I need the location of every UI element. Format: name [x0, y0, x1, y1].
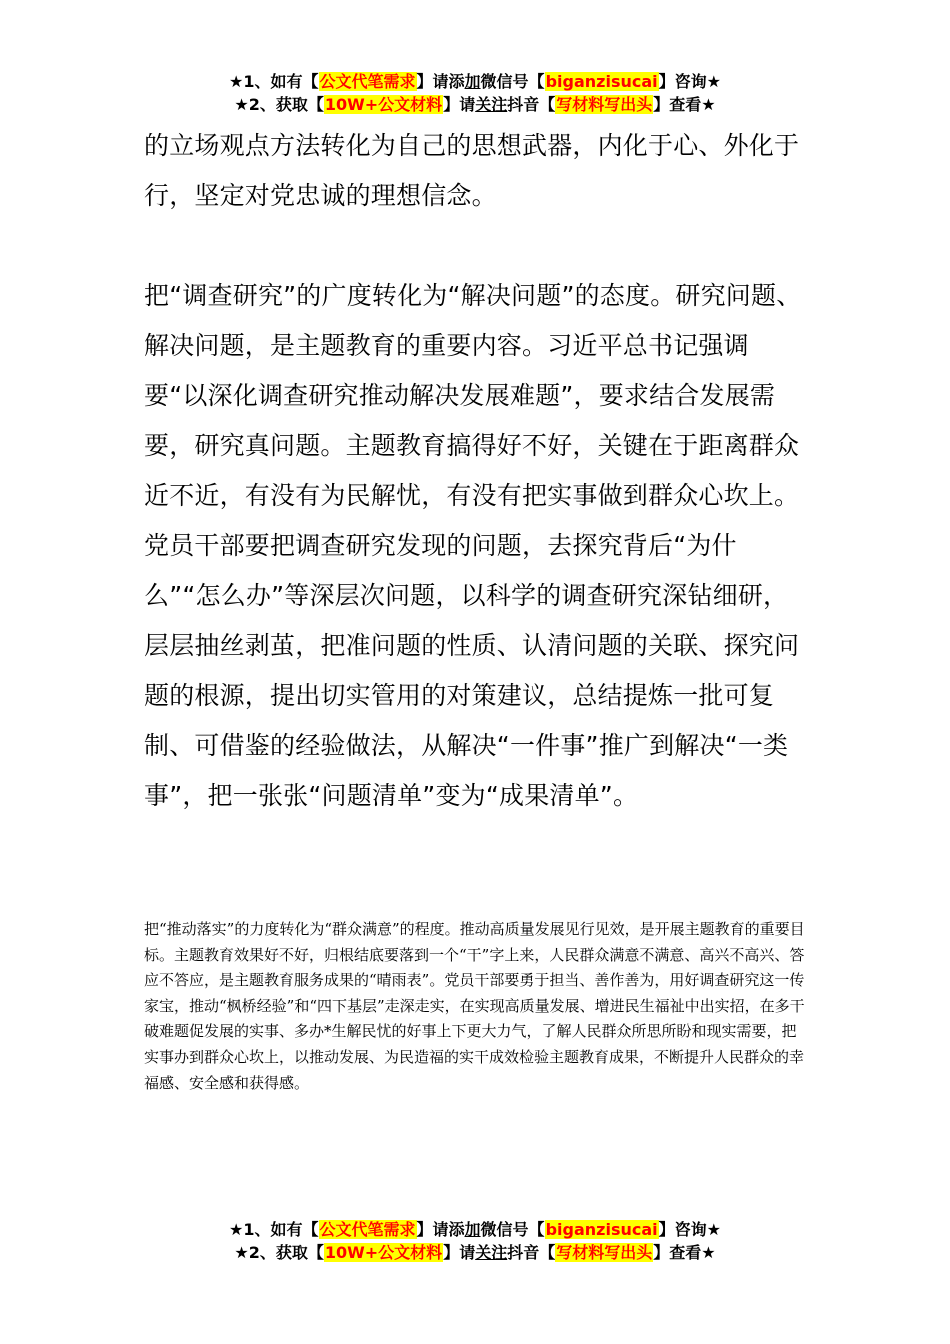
- banner-text: 微信号【: [480, 72, 545, 91]
- banner-highlight: 公文代笔需求: [319, 1220, 416, 1239]
- banner-text: ★1、如有【: [229, 72, 319, 91]
- paragraph-text: 把“推动落实”的力度转化为“群众满意”的程度。推动高质量发展见行见效，是开展主题教育的重要目标。主题教育效果好不好，归根结底要落到一个“干”字上来，人民群众满意不满意、高兴不高兴、答应不答应，是主题教育服务成果的“晴雨表”。党员干部要勇于担当、善作善为，用好调查研究这一传家宝，推动“枫桥经验”和“四下基层”走深走实，在实现高质量发展、增进民生福祉中出实招，在多干破难题促发展的实事、多办*生解民忧的好事上下更大力气，了解人民群众所思所盼和现实需要，把实事办到群众心坎上，以推动发展、为民造福的实干成效检验主题教育成果，不断提升人民群众的幸福感、安全感和获得感。: [144, 920, 805, 1092]
- banner-line-2: [0, 93, 950, 116]
- banner-text: 】咨询★: [658, 72, 721, 91]
- banner-line-2: [0, 1241, 950, 1264]
- banner-highlight-wechat-id: biganzisucai: [545, 72, 658, 91]
- banner-underline-text: 加: [464, 72, 481, 91]
- banner-line-1: [0, 1218, 950, 1241]
- banner-text: ★2、获取【: [234, 95, 324, 114]
- banner-text: 】请添: [416, 72, 465, 91]
- paragraph-2: [144, 271, 810, 821]
- banner-text: 抖音【: [507, 1243, 556, 1262]
- header-banner: [0, 70, 950, 116]
- banner-highlight: 10W+公文材料: [324, 95, 443, 114]
- paragraph-1: [144, 121, 810, 221]
- banner-underline-text: 关注: [475, 1243, 508, 1262]
- banner-highlight-douyin-id: 写材料写出头: [556, 1243, 653, 1262]
- footer-banner: [0, 1218, 950, 1264]
- banner-text: 】请添: [416, 1220, 465, 1239]
- banner-text: 】请: [443, 1243, 476, 1262]
- banner-line-1: [0, 70, 950, 93]
- banner-text: 】查看★: [653, 1243, 716, 1262]
- banner-text: 抖音【: [507, 95, 556, 114]
- banner-highlight: 公文代笔需求: [319, 72, 416, 91]
- banner-highlight-douyin-id: 写材料写出头: [556, 95, 653, 114]
- banner-text: 】咨询★: [658, 1220, 721, 1239]
- banner-highlight-wechat-id: biganzisucai: [545, 1220, 658, 1239]
- paragraph-text: 把“调查研究”的广度转化为“解决问题”的态度。研究问题、解决问题，是主题教育的重要内容。习近平总书记强调要“以深化调查研究推动解决发展难题”，要求结合发展需要，研究真问题。主题教育搞得好不好，关键在于距离群众近不近，有没有为民解忧，有没有把实事做到群众心坎上。党员干部要把调查研究发现的问题，去探究背后“为什么”“怎么办”等深层次问题，以科学的调查研究深钻细研，层层抽丝剥茧，把准问题的性质、认清问题的关联、探究问题的根源，提出切实管用的对策建议，总结提炼一批可复制、可借鉴的经验做法，从解决“一件事”推广到解决“一类事”，把一张张“问题清单”变为“成果清单”。: [144, 281, 802, 810]
- banner-text: ★1、如有【: [229, 1220, 319, 1239]
- banner-underline-text: 加: [464, 1220, 481, 1239]
- banner-text: 】请: [443, 95, 476, 114]
- banner-text: 】查看★: [653, 95, 716, 114]
- banner-highlight: 10W+公文材料: [324, 1243, 443, 1262]
- paragraph-text: 的立场观点方法转化为自己的思想武器，内化于心、外化于行，坚定对党忠诚的理想信念。: [144, 131, 800, 210]
- banner-text: 微信号【: [480, 1220, 545, 1239]
- banner-text: ★2、获取【: [234, 1243, 324, 1262]
- paragraph-3: [144, 917, 810, 1096]
- banner-underline-text: 关注: [475, 95, 508, 114]
